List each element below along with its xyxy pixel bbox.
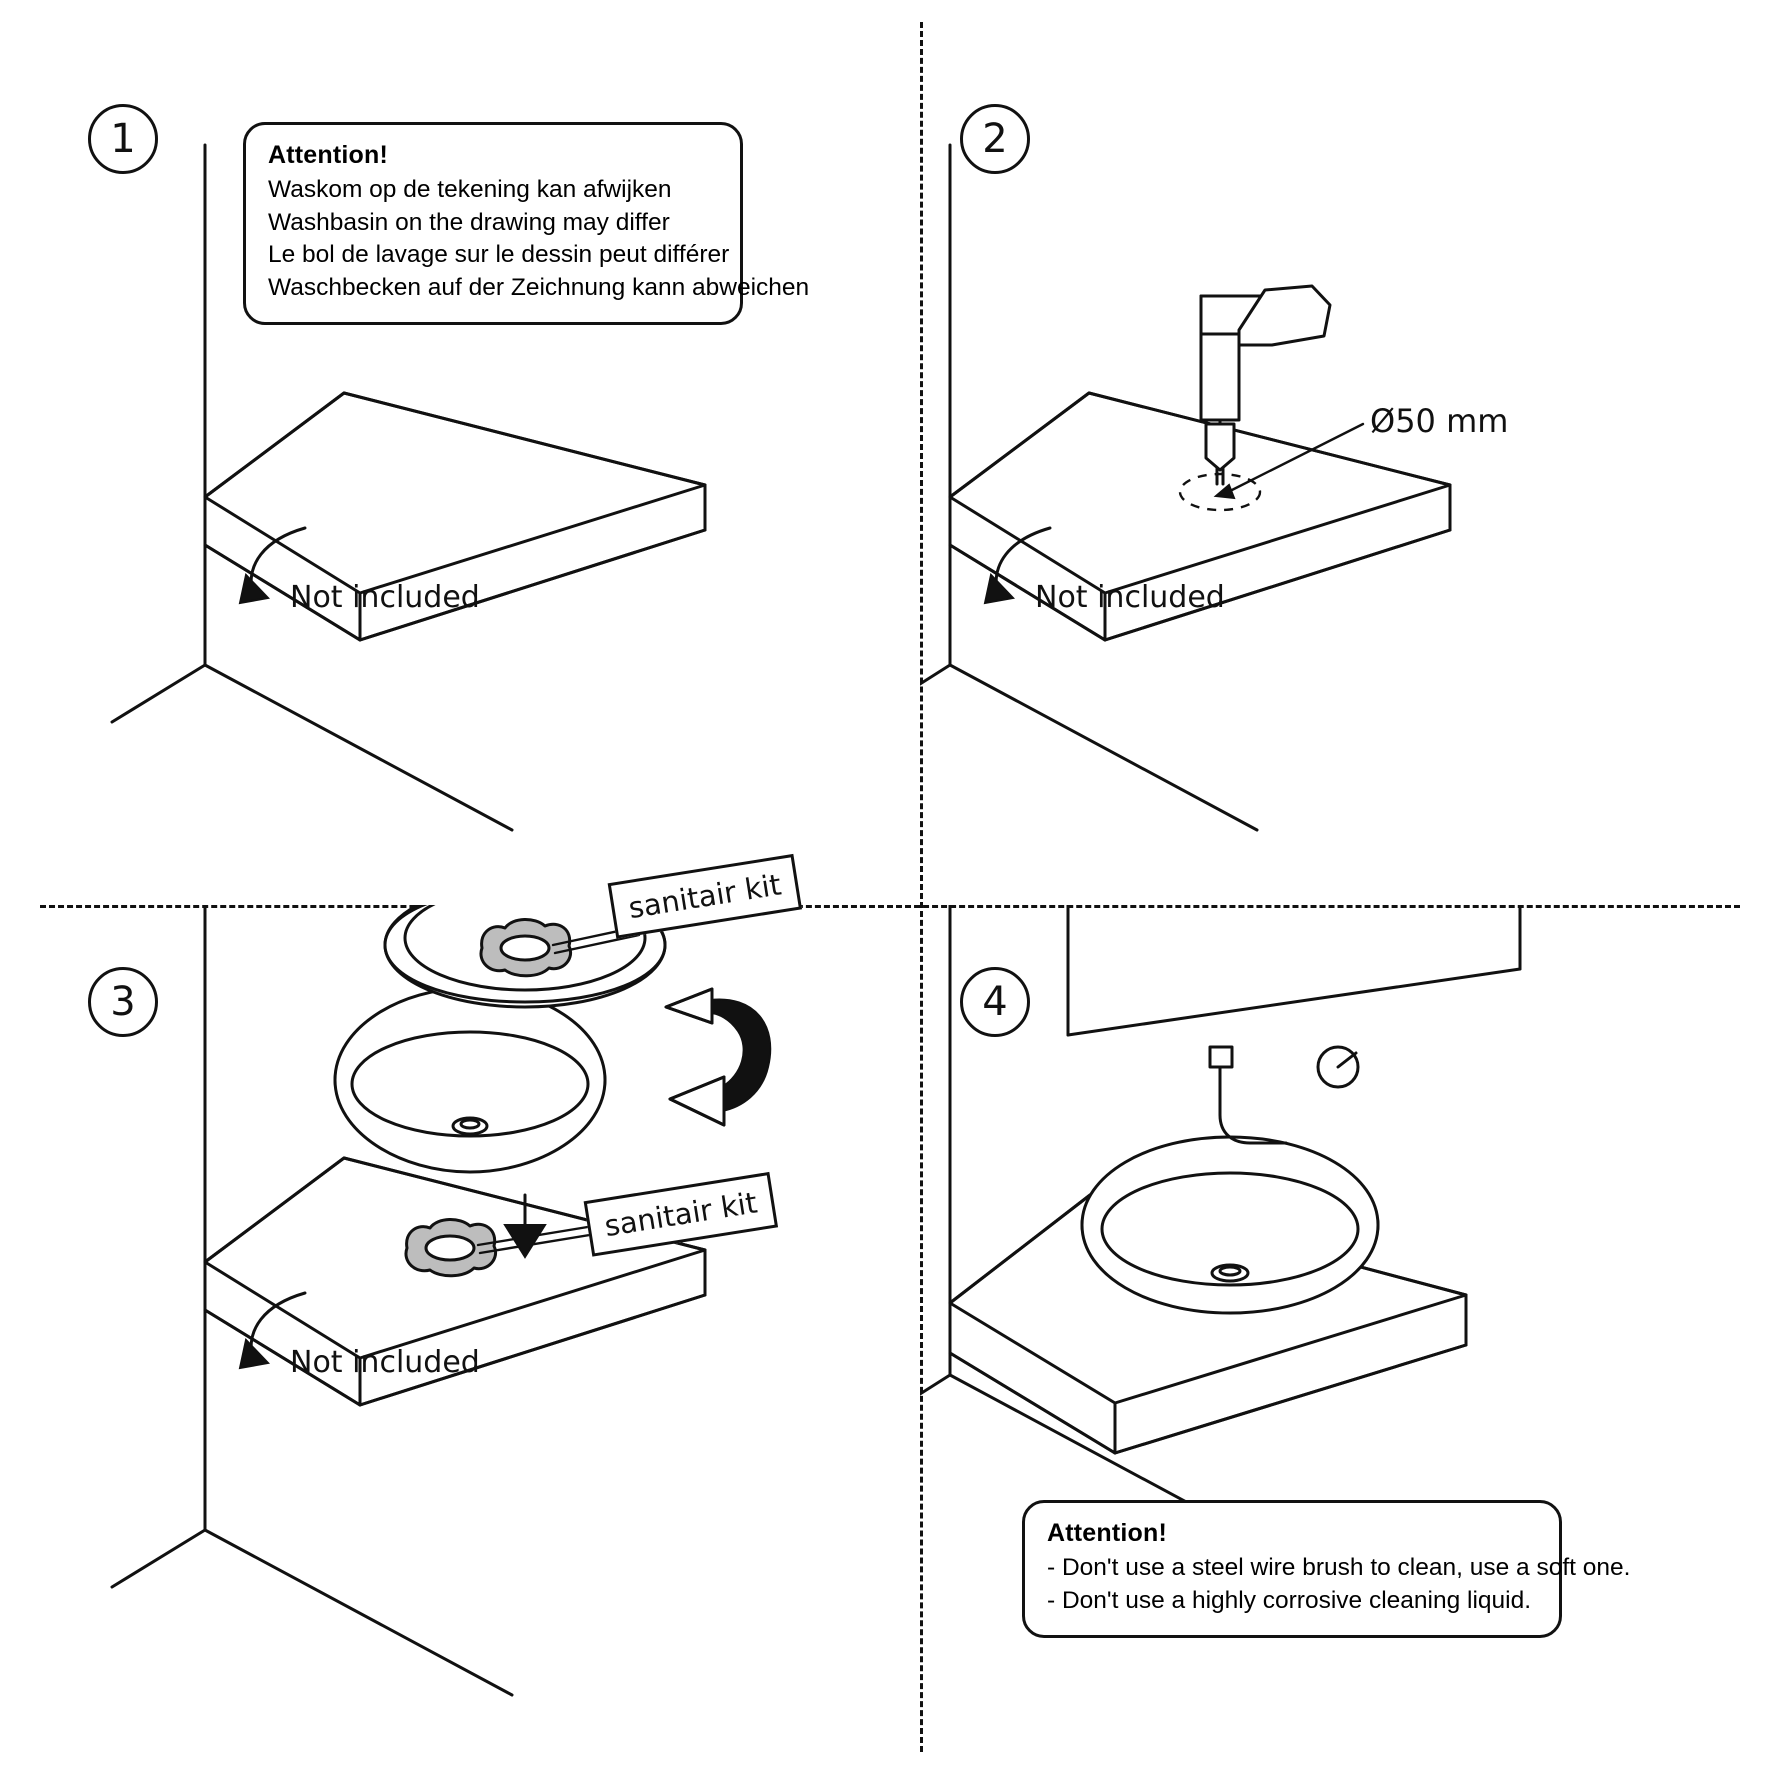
callout-line-de: Waschbecken auf der Zeichnung kann abweichen <box>268 273 810 301</box>
step-number-badge-3: 3 <box>88 967 158 1037</box>
step-number-badge-2: 2 <box>960 104 1030 174</box>
not-included-label-1: Not included <box>290 580 480 615</box>
not-included-label-2: Not included <box>1035 580 1225 615</box>
sanitair-kit-tag-bottom: sanitair kit <box>584 1172 778 1257</box>
callout-line-en: Washbasin on the drawing may differ <box>268 208 670 236</box>
panel-step-3 <box>0 867 920 1772</box>
callout-title: Attention! <box>268 141 389 169</box>
sanitair-kit-tag-top: sanitair kit <box>608 854 802 939</box>
panel-step-4 <box>920 905 1772 1772</box>
panel-4-illustration <box>920 905 1772 1772</box>
not-included-label-3: Not included <box>290 1345 480 1380</box>
panel-2-illustration <box>920 0 1772 905</box>
step-number-badge-4: 4 <box>960 967 1030 1037</box>
callout-title: Attention! <box>1047 1519 1168 1547</box>
panel-3-illustration <box>0 905 920 1772</box>
callout-line-2: - Don't use a highly corrosive cleaning liquid. <box>1047 1586 1532 1614</box>
panel-step-1 <box>0 0 920 905</box>
callout-line-1: - Don't use a steel wire brush to clean, use a soft one. <box>1047 1554 1631 1581</box>
hole-diameter-label: Ø50 mm <box>1370 402 1509 440</box>
step-number-badge-1: 1 <box>88 104 158 174</box>
callout-line-fr: Le bol de lavage sur le dessin peut différer <box>268 241 730 269</box>
attention-callout-step-4 <box>1022 1500 1631 1638</box>
callout-line-nl: Waskom op de tekening kan afwijken <box>268 176 672 203</box>
panel-step-2 <box>920 0 1772 905</box>
attention-callout-step-1 <box>243 122 810 325</box>
